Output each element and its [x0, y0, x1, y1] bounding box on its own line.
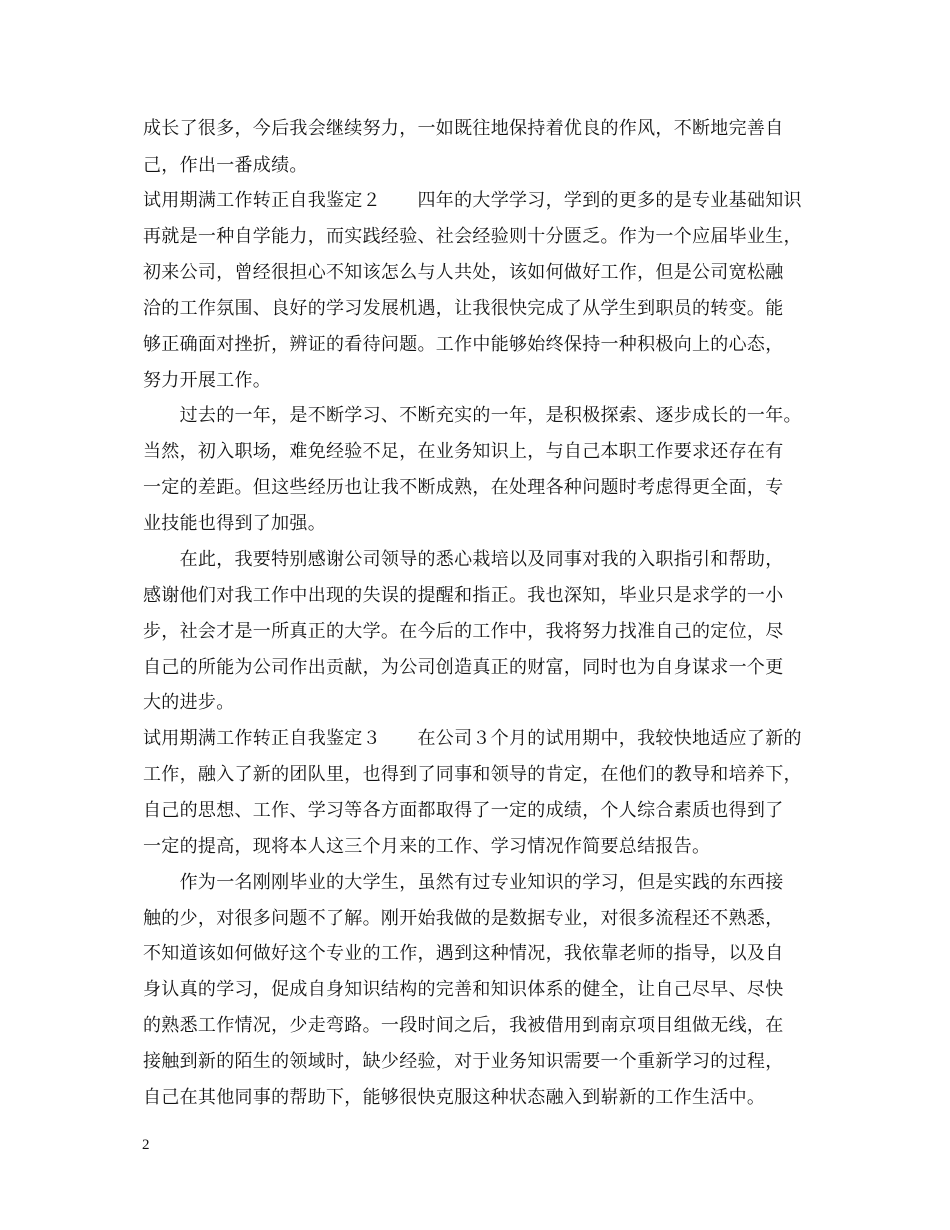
- text-line: 再就是一种自学能力，而实践经验、社会经验则十分匮乏。作为一个应届毕业生，: [143, 226, 802, 247]
- text-line: 试用期满工作转正自我鉴定３ 在公司３个月的试用期中，我较快地适应了新的: [143, 728, 802, 749]
- text-line: 不知道该如何做好这个专业的工作，遇到这种情况，我依靠老师的指导，以及自: [143, 943, 784, 964]
- text-line: 初来公司，曾经很担心不知该怎么与人共处，该如何做好工作，但是公司宽松融: [143, 262, 784, 283]
- text-line: 身认真的学习，促成自身知识结构的完善和知识体系的健全，让自己尽早、尽快: [143, 979, 784, 1000]
- text-line: 试用期满工作转正自我鉴定２ 四年的大学学习，学到的更多的是专业基础知识: [143, 190, 802, 211]
- text-line: 努力开展工作。: [143, 370, 272, 391]
- text-line: 成长了很多，今后我会继续努力，一如既往地保持着优良的作风，不断地完善自: [143, 118, 784, 139]
- text-line: 自己在其他同事的帮助下，能够很快克服这种状态融入到崭新的工作生活中。: [143, 1087, 766, 1108]
- text-line: 自己的思想、工作、学习等各方面都取得了一定的成绩，个人综合素质也得到了: [143, 800, 784, 821]
- text-line: 一定的差距。但这些经历也让我不断成熟，在处理各种问题时考虑得更全面，专: [143, 477, 784, 498]
- text-line: 够正确面对挫折，辨证的看待问题。工作中能够始终保持一种积极向上的心态，: [143, 334, 784, 355]
- text-line: 步，社会才是一所真正的大学。在今后的工作中，我将努力找准自己的定位，尽: [143, 621, 784, 642]
- text-line: 的熟悉工作情况，少走弯路。一段时间之后，我被借用到南京项目组做无线，在: [143, 1015, 784, 1036]
- text-line: 当然，初入职场，难免经验不足，在业务知识上，与自己本职工作要求还存在有: [143, 441, 784, 462]
- text-line: 业技能也得到了加强。: [143, 513, 326, 534]
- text-line: 过去的一年，是不断学习、不断充实的一年，是积极探索、逐步成长的一年。: [143, 405, 802, 426]
- text-line: 触的少，对很多问题不了解。刚开始我做的是数据专业，对很多流程还不熟悉，: [143, 908, 784, 929]
- text-line: 接触到新的陌生的领域时，缺少经验，对于业务知识需要一个重新学习的过程，: [143, 1051, 784, 1072]
- text-line: 感谢他们对我工作中出现的失误的提醒和指正。我也深知，毕业只是求学的一小: [143, 585, 784, 606]
- text-line: 洽的工作氛围、良好的学习发展机遇，让我很快完成了从学生到职员的转变。能: [143, 298, 784, 319]
- text-line: 在此，我要特别感谢公司领导的悉心栽培以及同事对我的入职指引和帮助，: [143, 549, 784, 570]
- text-line: 作为一名刚刚毕业的大学生，虽然有过专业知识的学习，但是实践的东西接: [143, 872, 784, 893]
- page-number: 2: [142, 1137, 150, 1153]
- text-line: 一定的提高，现将本人这三个月来的工作、学习情况作简要总结报告。: [143, 836, 711, 857]
- text-line: 自己的所能为公司作出贡献，为公司创造真正的财富，同时也为自身谋求一个更: [143, 657, 784, 678]
- text-line: 己，作出一番成绩。: [143, 155, 308, 176]
- text-line: 工作，融入了新的团队里，也得到了同事和领导的肯定，在他们的教导和培养下，: [143, 764, 802, 785]
- text-line: 大的进步。: [143, 692, 235, 713]
